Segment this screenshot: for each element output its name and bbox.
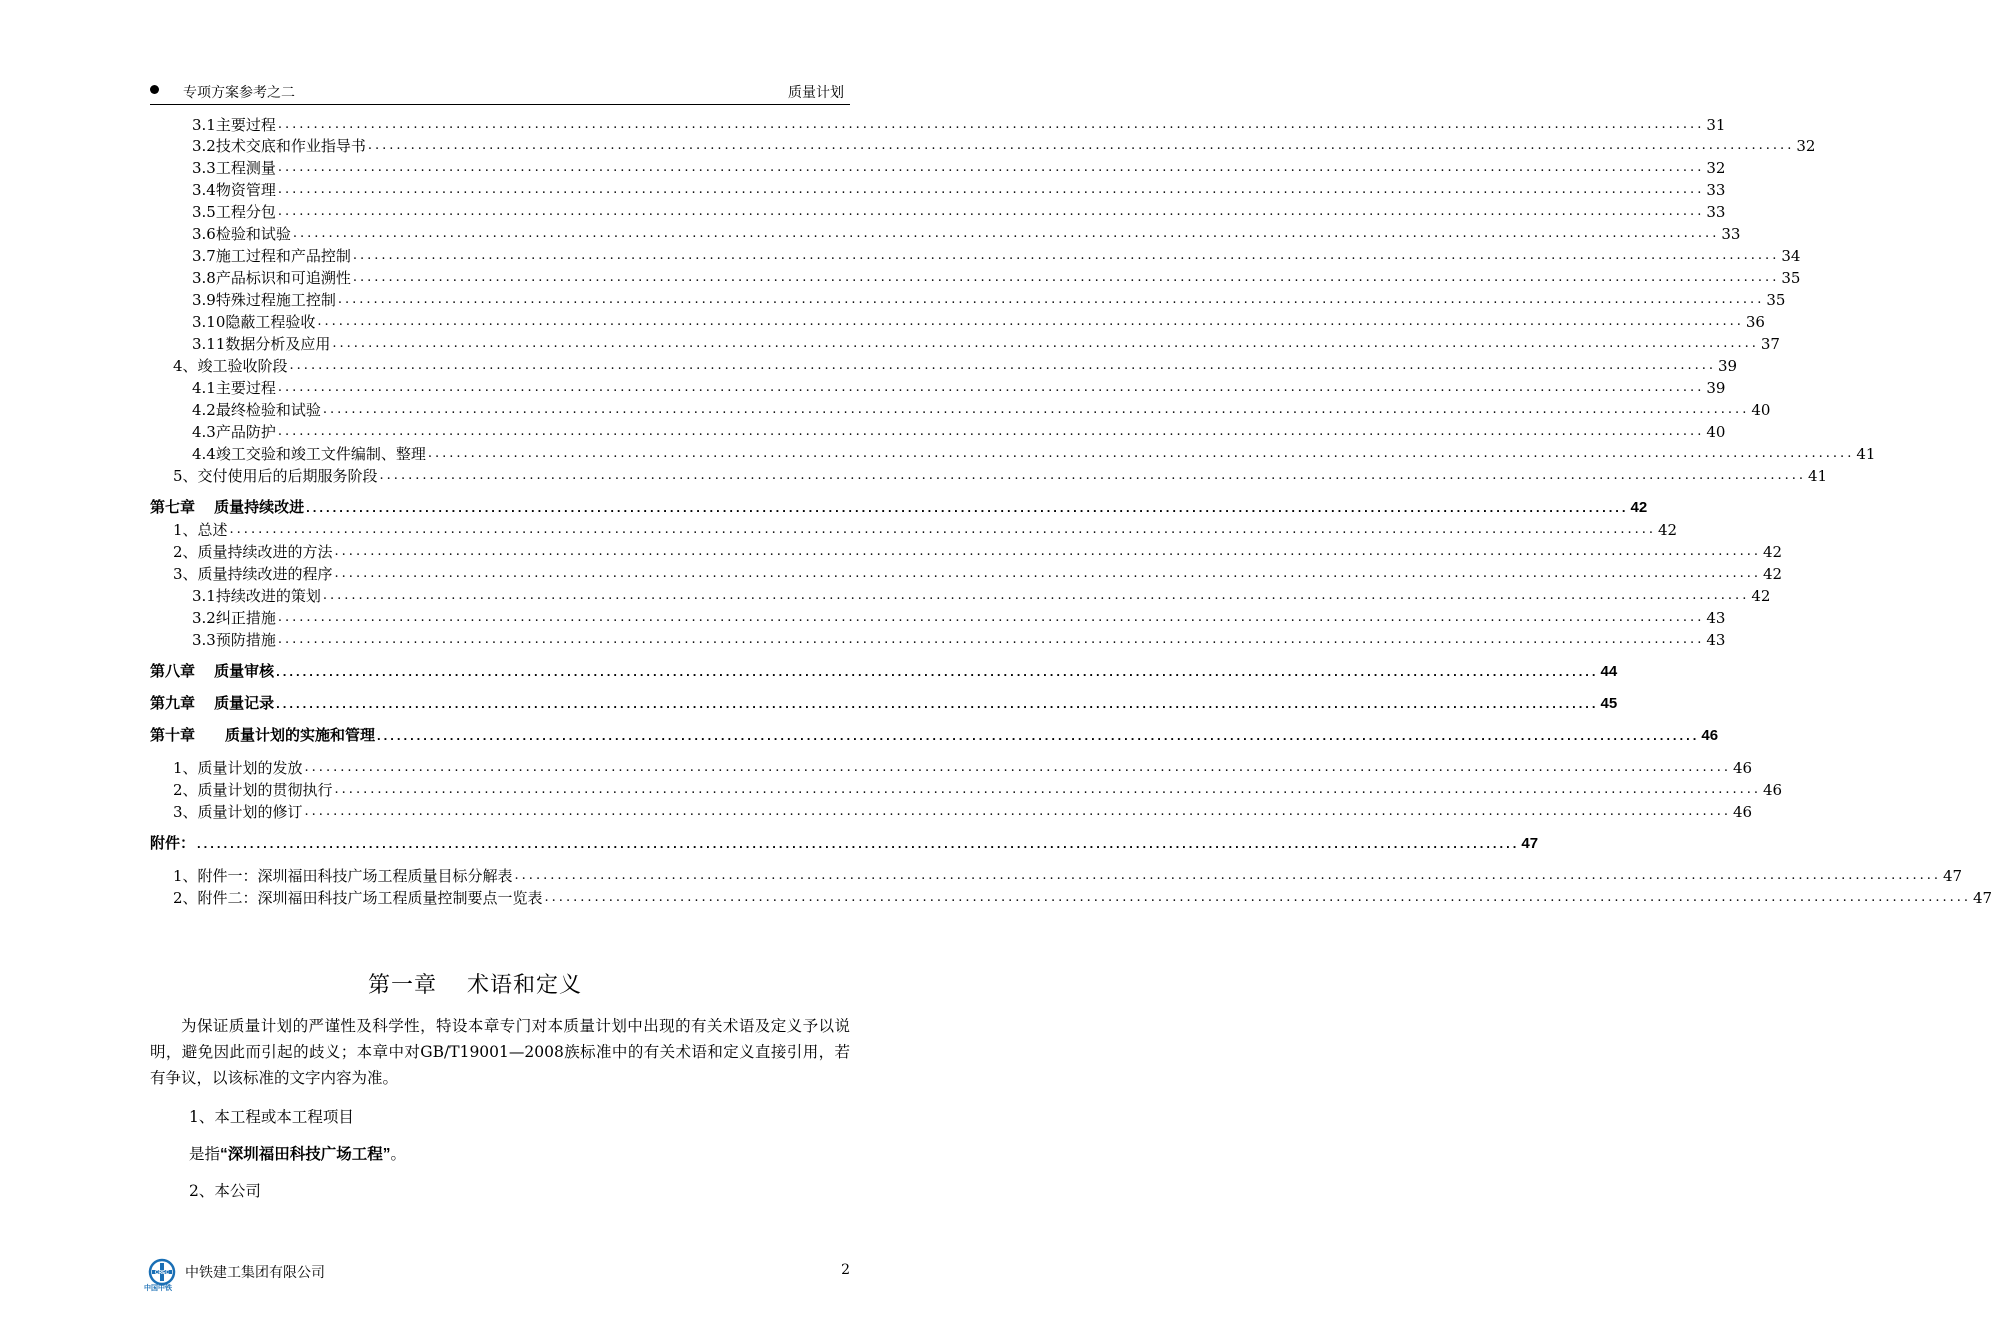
toc-entry-title: 3.11数据分析及应用 [192,335,331,353]
toc-entry-title: 第七章 质量持续改进 [150,499,305,516]
toc-leader-dots: ........................................................................................................................................................................................................ [292,226,1720,241]
toc-entry-page: 43 [1706,631,1726,649]
toc-entry-page: 35 [1766,291,1786,309]
toc-leader-dots: ........................................................................................................................................................................................................ [277,160,1705,175]
toc-entry-title: 3.9特殊过程施工控制 [192,291,336,309]
toc-leader-dots: ........................................................................................................................................................................................................ [334,544,1762,559]
toc-entry[interactable] [150,267,1801,287]
toc-entry-title: 附件： [150,835,196,852]
toc-entry-title: 4、竣工验收阶段 [173,357,288,375]
toc-entry-page: 46 [1733,803,1753,821]
toc-entry[interactable] [150,757,1753,777]
toc-entry-page: 45 [1600,695,1618,712]
toc-entry-page: 44 [1600,663,1618,680]
toc-entry[interactable] [150,333,1780,353]
toc-entry-page: 42 [1658,521,1678,539]
toc-leader-dots: ........................................................................................................................................................................................................ [377,728,1700,743]
toc-leader-dots: ........................................................................................................................................................................................................ [514,868,1942,883]
toc-entry-page: 35 [1781,269,1801,287]
toc-entry[interactable] [150,833,1539,853]
toc-entry-page: 43 [1706,609,1726,627]
toc-leader-dots: ........................................................................................................................................................................................................ [334,566,1762,581]
toc-entry-page: 42 [1763,543,1783,561]
toc-entry-page: 34 [1781,247,1801,265]
toc-leader-dots: ........................................................................................................................................................................................................ [229,522,1657,537]
toc-entry[interactable] [150,443,1876,463]
toc-leader-dots: ........................................................................................................................................................................................................ [304,804,1732,819]
toc-leader-dots: ........................................................................................................................................................................................................ [289,358,1717,373]
toc-entry-title: 3.2纠正措施 [192,609,276,627]
toc-entry[interactable] [150,245,1801,265]
toc-entry-page: 42 [1630,499,1648,516]
page-header [150,82,850,105]
toc-entry-title: 4.2最终检验和试验 [192,401,321,419]
toc-entry[interactable] [150,887,1992,907]
toc-entry[interactable] [150,289,1786,309]
toc-leader-dots: ........................................................................................................................................................................................................ [306,500,1629,515]
toc-entry-title: 第九章 质量记录 [150,695,275,712]
toc-entry-page: 41 [1808,467,1828,485]
toc-entry[interactable] [150,135,1816,155]
toc-entry[interactable] [150,661,1618,681]
toc-leader-dots: ........................................................................................................................................................................................................ [277,117,1705,132]
toc-leader-dots: ........................................................................................................................................................................................................ [277,610,1705,625]
toc-leader-dots: ........................................................................................................................................................................................................ [322,402,1750,417]
toc-leader-dots: ........................................................................................................................................................................................................ [197,836,1520,851]
toc-entry-page: 37 [1760,335,1780,353]
toc-entry-title: 3.1持续改进的策划 [192,587,321,605]
chapter-intro: 为保证质量计划的严谨性及科学性，特设本章专门对本质量计划中出现的有关术语及定义予以说明，避免因此而引起的歧义；本章中对GB/T19001—2008族标准中的有关术语和定义直接引用，若有争议，以该标准的文字内容为准。 [150,1017,850,1087]
toc-entry-page: 39 [1718,357,1738,375]
toc-entry-title: 3、质量计划的修订 [173,803,303,821]
toc-entry[interactable] [150,541,1783,561]
toc-entry-title: 3.6检验和试验 [192,225,291,243]
toc-leader-dots: ........................................................................................................................................................................................................ [277,182,1705,197]
toc-entry-title: 2、质量计划的贯彻执行 [173,781,333,799]
toc-entry-title: 2、质量持续改进的方法 [173,543,333,561]
header-right-title: 质量计划 [788,84,844,100]
toc-entry[interactable] [150,563,1783,583]
toc-leader-dots: ........................................................................................................................................................................................................ [427,446,1855,461]
header-left-title: 专项方案参考之二 [183,84,295,100]
toc-entry-title: 1、附件一：深圳福田科技广场工程质量目标分解表 [173,867,513,885]
toc-entry[interactable] [150,693,1618,713]
term-1-suffix: 。 [390,1145,407,1163]
toc-leader-dots: ........................................................................................................................................................................................................ [367,138,1795,153]
toc-entry-page: 46 [1701,727,1719,744]
toc-leader-dots: ........................................................................................................................................................................................................ [379,468,1807,483]
toc-entry-title: 第十章 质量计划的实施和管理 [150,727,376,744]
toc-leader-dots: ........................................................................................................................................................................................................ [277,380,1705,395]
toc-entry[interactable] [150,497,1648,517]
toc-entry-page: 33 [1706,181,1726,199]
toc-leader-dots: ........................................................................................................................................................................................................ [276,664,1599,679]
toc-entry-title: 4.4竣工交验和竣工文件编制、整理 [192,445,426,463]
toc-entry-page: 33 [1721,225,1741,243]
term-2-title: 2、本公司 [189,1182,261,1200]
term-1-description [150,1141,850,1168]
toc-entry-title: 3、质量持续改进的程序 [173,565,333,583]
toc-entry-title: 2、附件二：深圳福田科技广场工程质量控制要点一览表 [173,889,543,907]
toc-entry-page: 46 [1763,781,1783,799]
toc-entry[interactable] [150,865,1963,885]
toc-entry[interactable] [150,421,1726,441]
project-name: “深圳福田科技广场工程” [220,1146,391,1163]
toc-entry-page: 47 [1943,867,1963,885]
toc-entry-title: 3.10隐蔽工程验收 [192,313,316,331]
footer-company-name: 中铁建工集团有限公司 [185,1264,325,1280]
bullet-icon [150,85,159,94]
toc-entry-title: 第八章 质量审核 [150,663,275,680]
toc-entry[interactable] [150,725,1719,745]
toc-entry-page: 46 [1733,759,1753,777]
toc-entry[interactable] [150,801,1753,821]
toc-entry-page: 36 [1745,313,1765,331]
toc-entry[interactable] [150,157,1726,177]
toc-entry-title: 4.3产品防护 [192,423,276,441]
toc-entry-page: 42 [1763,565,1783,583]
toc-leader-dots: ........................................................................................................................................................................................................ [304,760,1732,775]
toc-leader-dots: ........................................................................................................................................................................................................ [337,292,1765,307]
toc-entry-title: 4.1主要过程 [192,379,276,397]
toc-entry-page: 47 [1521,835,1539,852]
toc-entry-title: 1、总述 [173,521,228,539]
toc-leader-dots: ........................................................................................................................................................................................................ [277,204,1705,219]
page-number: 2 [841,1262,850,1278]
toc-entry-title: 3.1主要过程 [192,116,276,134]
toc-entry-page: 40 [1751,401,1771,419]
toc-entry[interactable] [150,519,1678,539]
toc-entry-title: 3.8产品标识和可追溯性 [192,269,351,287]
toc-entry-page: 42 [1751,587,1771,605]
term-1-title: 1、本工程或本工程项目 [189,1108,354,1126]
toc-entry[interactable] [150,585,1771,605]
toc-leader-dots: ........................................................................................................................................................................................................ [544,890,1972,905]
toc-entry-title: 3.2技术交底和作业指导书 [192,137,366,155]
toc-leader-dots: ........................................................................................................................................................................................................ [277,424,1705,439]
toc-entry[interactable] [150,179,1726,199]
toc-entry-page: 39 [1706,379,1726,397]
toc-entry[interactable] [150,399,1771,419]
toc-entry[interactable] [150,779,1783,799]
toc-entry[interactable] [150,114,1726,134]
toc-entry-title: 5、交付使用后的后期服务阶段 [173,467,378,485]
toc-entry[interactable] [150,201,1726,221]
logo-caption: 中国中铁 [144,1285,172,1292]
toc-leader-dots: ........................................................................................................................................................................................................ [332,336,1759,351]
toc-entry-title: 1、质量计划的发放 [173,759,303,777]
toc-entry-page: 32 [1796,137,1816,155]
svg-text:CREC: CREC [154,1270,170,1276]
toc-entry[interactable] [150,465,1828,485]
toc-entry-title: 3.7施工过程和产品控制 [192,247,351,265]
chapter-title: 第一章 术语和定义 [367,972,583,997]
toc-entry-title: 3.5工程分包 [192,203,276,221]
toc-leader-dots: ........................................................................................................................................................................................................ [317,314,1744,329]
toc-entry-page: 31 [1706,116,1726,134]
toc-entry-page: 41 [1856,445,1876,463]
toc-leader-dots: ........................................................................................................................................................................................................ [277,632,1705,647]
toc-entry-title: 3.3预防措施 [192,631,276,649]
toc-entry[interactable] [150,223,1741,243]
toc-entry[interactable] [150,311,1765,331]
toc-entry[interactable] [150,607,1726,627]
toc-entry-page: 32 [1706,159,1726,177]
toc-entry-page: 33 [1706,203,1726,221]
toc-entry[interactable] [150,355,1738,375]
toc-leader-dots: ........................................................................................................................................................................................................ [322,588,1750,603]
toc-entry[interactable] [150,629,1726,649]
toc-entry-title: 3.3工程测量 [192,159,276,177]
toc-leader-dots: ........................................................................................................................................................................................................ [276,696,1599,711]
toc-entry-page: 47 [1973,889,1992,907]
toc-leader-dots: ........................................................................................................................................................................................................ [334,782,1762,797]
toc-leader-dots: ........................................................................................................................................................................................................ [352,248,1780,263]
toc-entry[interactable] [150,377,1726,397]
toc-leader-dots: ........................................................................................................................................................................................................ [352,270,1780,285]
term-1-prefix: 是指 [189,1145,221,1163]
toc-entry-page: 40 [1706,423,1726,441]
toc-entry-title: 3.4物资管理 [192,181,276,199]
